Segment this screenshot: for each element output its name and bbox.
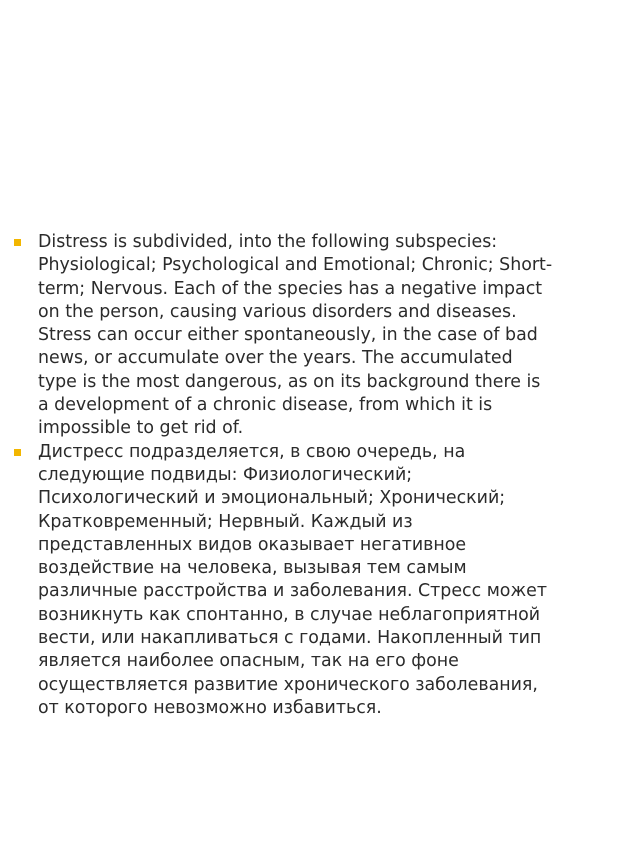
bullet-text-russian: Дистресс подразделяется, в свою очередь, на следующие подвиды: Физиологический; Психологический и эмоциональный; Хронический; Кратковременный; Нервный. Каждый из представленных видов оказывает негативное воздействие на человека, вызывая тем самым различные расстройства и заболевания. Стресс может возникнуть как спонтанно, в случае неблагоприятной вести, или накапливаться с годами. Накопленный тип является наиболее опасным, так на его фоне осуществляется развитие хронического заболевания, от которого невозможно избавиться.: [38, 441, 547, 718]
square-bullet-icon: [14, 239, 21, 246]
bullet-text-english: Distress is subdivided, into the following subspecies: Physiological; Psychological and Emotional; Chronic; Short-term; Nervous. Each of the species has a negative impact on the person, causing various disorders and diseases. Stress can occur either spontaneously, in the case of bad news, or accumulate over the years. The accumulated type is the most dangerous, as on its background there is a development of a chronic disease, from which it is impossible to get rid of.: [38, 232, 553, 439]
bullet-item-russian: [14, 441, 554, 721]
bullet-item-english: [14, 231, 554, 441]
square-bullet-icon: [14, 449, 21, 456]
bullet-list: [14, 231, 554, 720]
